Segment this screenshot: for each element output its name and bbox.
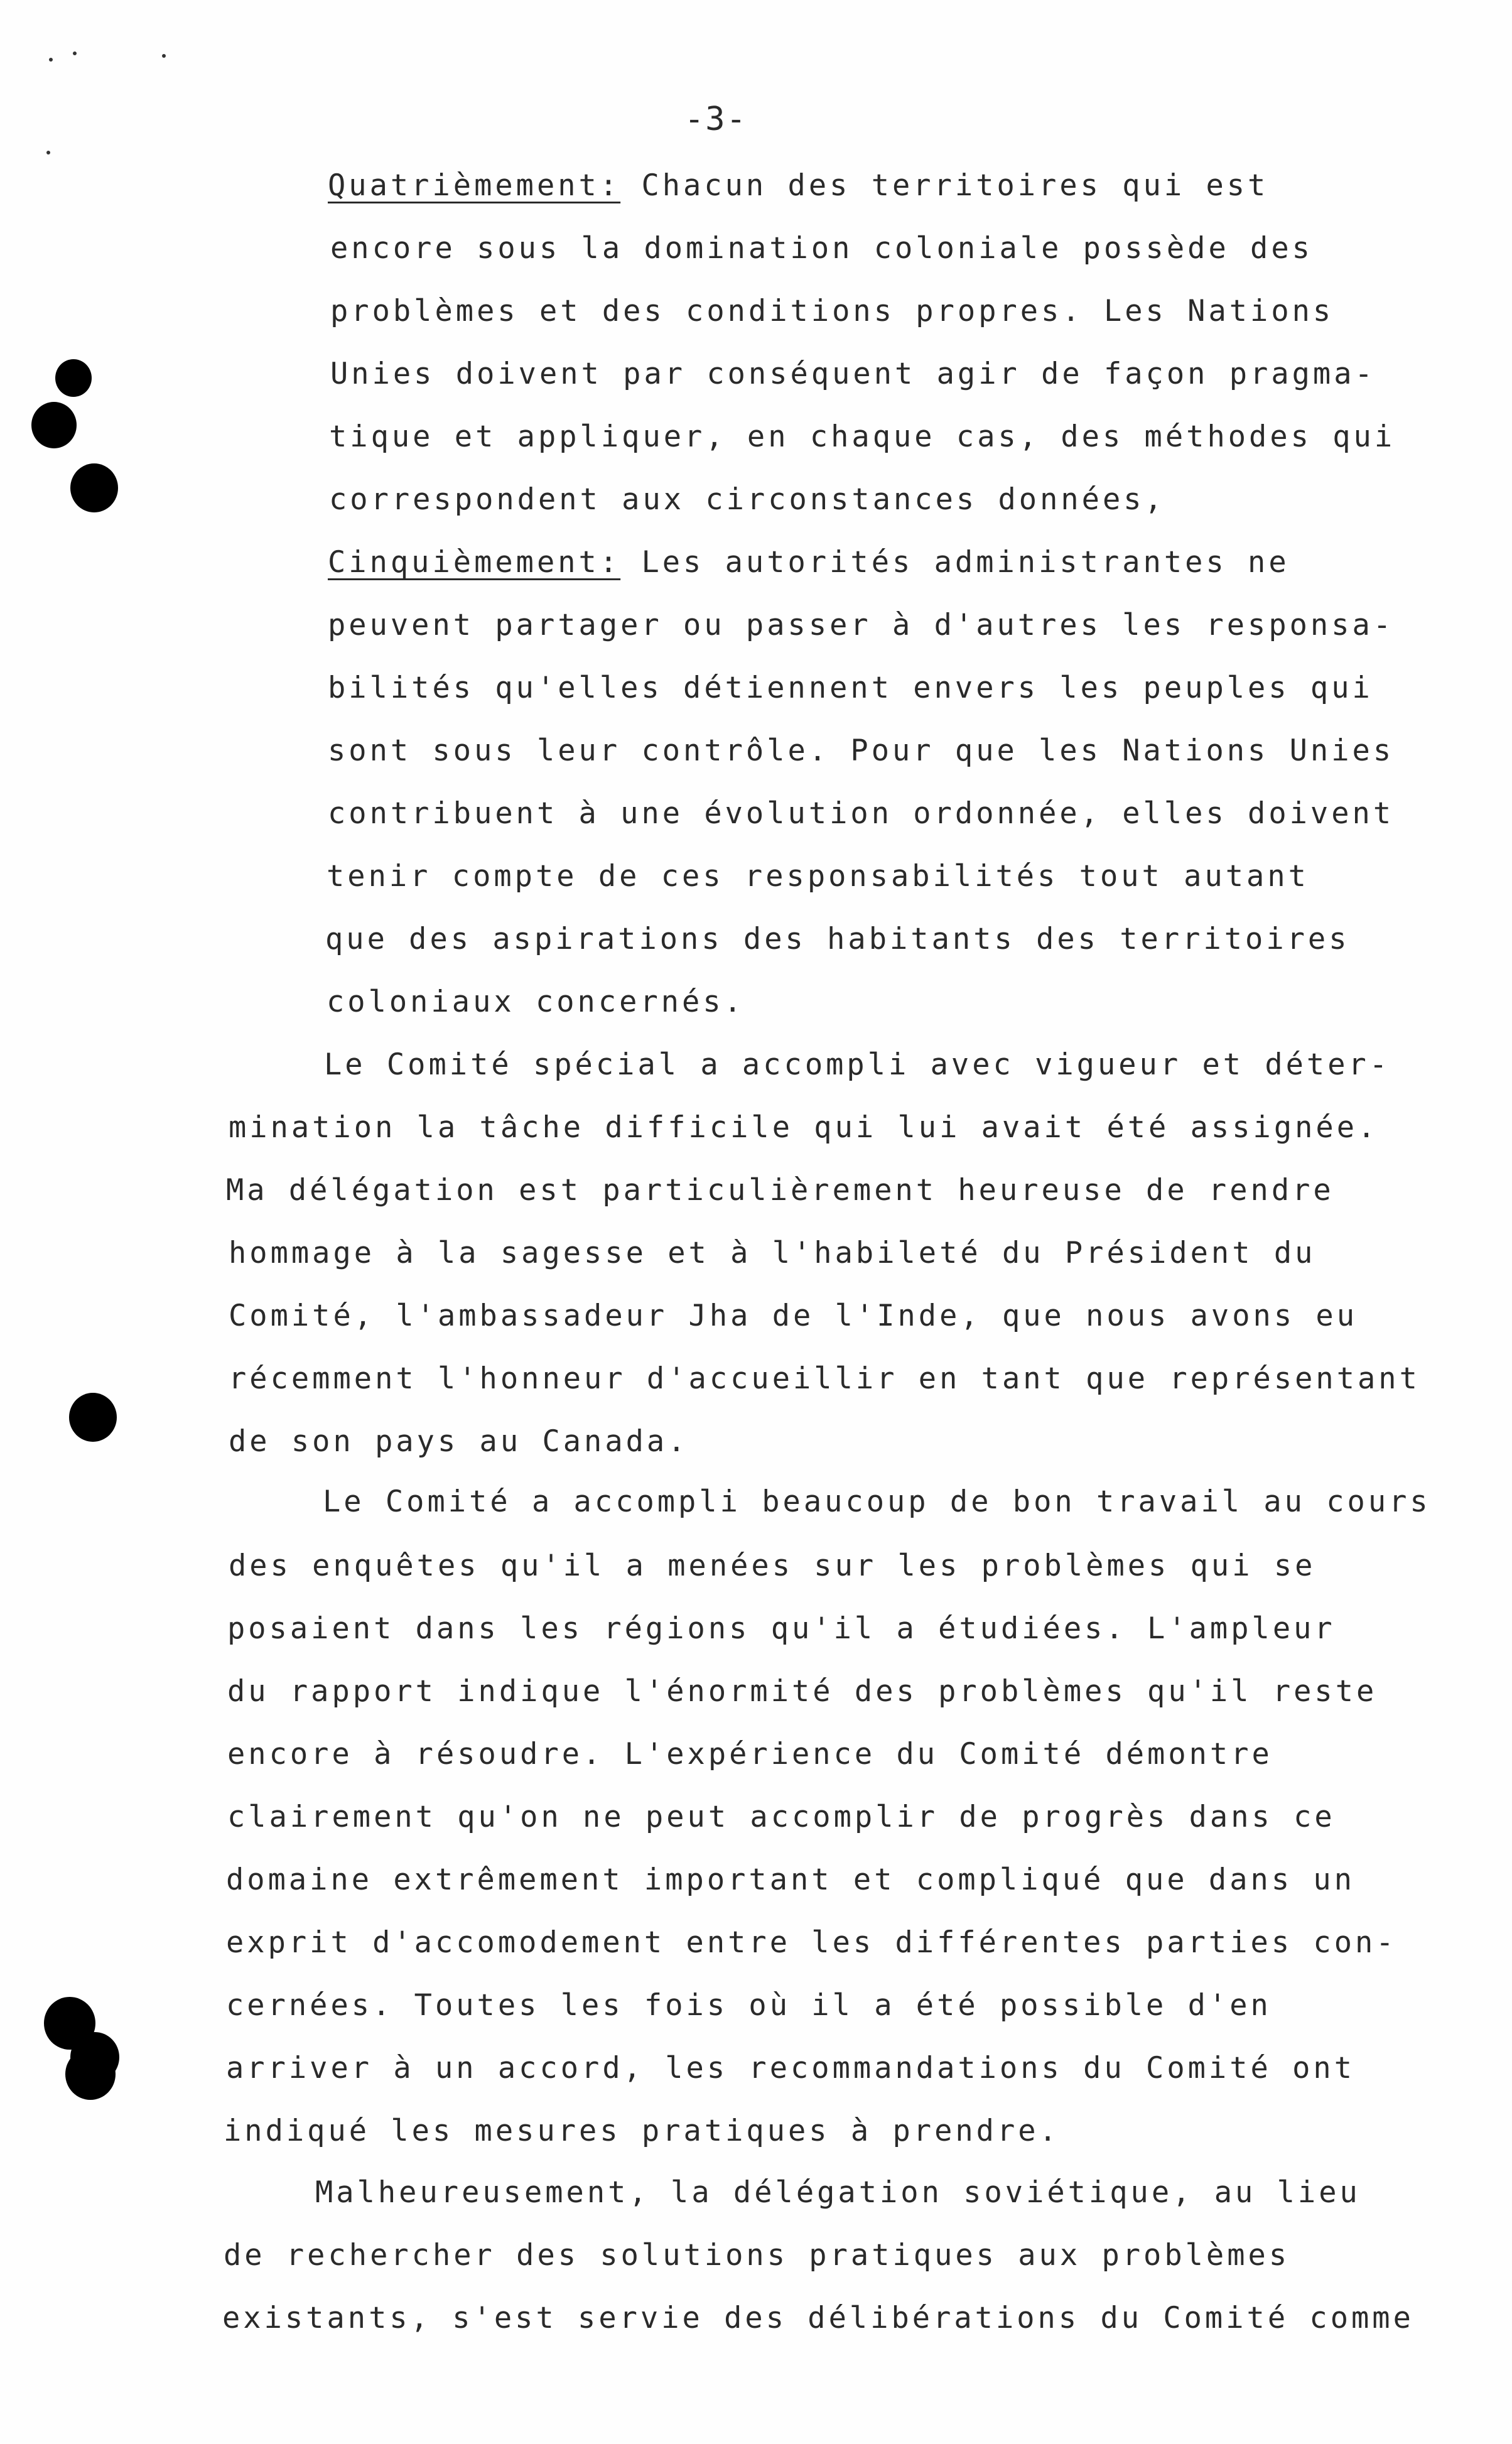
ink-speck [162,54,166,58]
paragraph-line: cernées. Toutes les fois où il a été possible d'en [226,1988,1272,2023]
punch-hole [70,463,118,512]
section-heading: Cinquièmement: [328,545,621,580]
paragraph-line: tenir compte de ces responsabilités tout autant [327,859,1309,894]
paragraph-line: Unies doivent par conséquent agir de façon pragma- [330,357,1376,391]
paragraph-line: récemment l'honneur d'accueillir en tant que représentant [229,1361,1420,1396]
paragraph-line: peuvent partager ou passer à d'autres les responsa- [328,608,1395,642]
paragraph-line: du rapport indique l'énormité des problèmes qu'il reste [227,1674,1378,1709]
paragraph-line [328,167,1268,205]
paragraph-line: Le Comité spécial a accompli avec vigueur et déter- [324,1047,1391,1082]
paragraph-line: tique et appliquer, en chaque cas, des méthodes qui [329,419,1396,454]
paragraph-line: coloniaux concernés. [327,985,745,1019]
paragraph-line: contribuent à une évolution ordonnée, elles doivent [328,796,1395,831]
paragraph-line: indiqué les mesures pratiques à prendre. [224,2114,1060,2148]
page-number: -3- [684,100,747,138]
paragraph-line: Ma délégation est particulièrement heureuse de rendre [226,1173,1334,1208]
paragraph-line: bilités qu'elles détiennent envers les peuples qui [328,671,1373,705]
paragraph-line: problèmes et des conditions propres. Les Nations [330,294,1334,328]
paragraph-line: encore à résoudre. L'expérience du Comité démontre [227,1737,1273,1771]
paragraph-line: mination la tâche difficile qui lui avait été assignée. [229,1110,1379,1145]
text-span: Chacun des territoires qui est [620,168,1269,203]
punch-hole [55,359,92,397]
paragraph-line: clairement qu'on ne peut accomplir de progrès dans ce [227,1800,1336,1834]
section-heading: Quatrièmement: [328,168,621,203]
paragraph-line: de son pays au Canada. [229,1424,689,1459]
punch-hole [31,402,77,448]
ink-speck [46,151,50,154]
paragraph-line: des enquêtes qu'il a menées sur les problèmes qui se [229,1549,1316,1583]
paragraph-line: correspondent aux circonstances données, [329,482,1165,517]
ink-speck [73,51,77,55]
paragraph-line: exprit d'accomodement entre les différentes parties con- [226,1925,1397,1960]
paragraph-line: hommage à la sagesse et à l'habileté du Président du [229,1236,1316,1270]
paragraph-line: arriver à un accord, les recommandations du Comité ont [226,2051,1356,2085]
paragraph-line: Le Comité a accompli beaucoup de bon travail au cours [323,1484,1431,1519]
paragraph-line: domaine extrêmement important et compliqué que dans un [226,1863,1356,1897]
paragraph-line: sont sous leur contrôle. Pour que les Nations Unies [328,733,1395,768]
paragraph-line: que des aspirations des habitants des territoires [325,922,1350,956]
paragraph-line: de rechercher des solutions pratiques aux problèmes [224,2238,1290,2273]
paragraph-line: encore sous la domination coloniale possède des [330,231,1313,266]
paragraph-line: posaient dans les régions qu'il a étudiées. L'ampleur [227,1611,1336,1646]
text-span: Les autorités administrantes ne [620,545,1290,580]
punch-hole [69,1393,117,1442]
punch-hole [65,2048,116,2100]
paragraph-line [328,544,1290,581]
ink-speck [49,58,53,62]
paragraph-line: Malheureusement, la délégation soviétique, au lieu [315,2175,1361,2210]
paragraph-line: existants, s'est servie des délibérations du Comité comme [222,2301,1414,2335]
paragraph-line: Comité, l'ambassadeur Jha de l'Inde, que nous avons eu [229,1299,1358,1333]
